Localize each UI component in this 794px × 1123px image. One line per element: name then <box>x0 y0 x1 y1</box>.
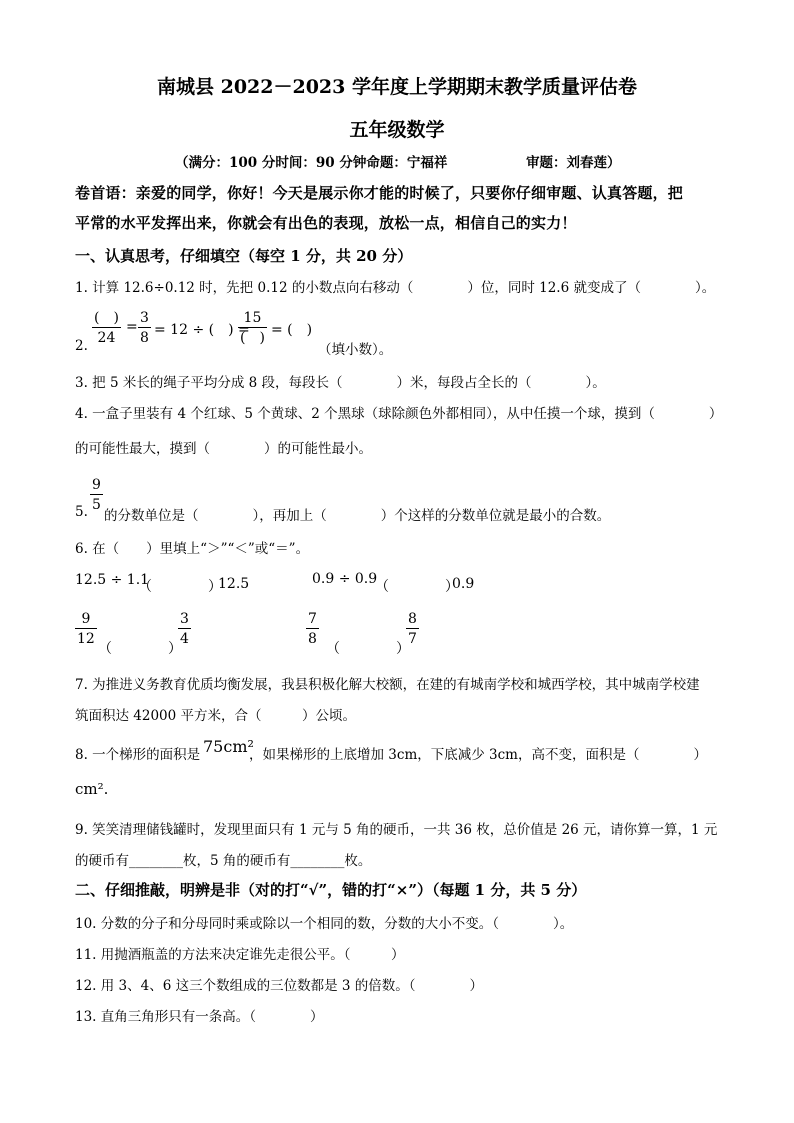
compare-a-right: 12.5 <box>218 576 250 592</box>
section-2-heading: 二、仔细推敲，明辨是非（对的打“√”，错的打“×”）（每题 1 分，共 5 分） <box>75 881 587 899</box>
fraction-numerator: 3 <box>180 611 189 627</box>
question-2-expression: = 12 ÷ ( ) = <box>154 322 250 338</box>
question-3: 3. 把 5 米长的绳子平均分成 8 段，每段长（ ）米，每段占全长的（ ）。 <box>75 375 606 391</box>
compare-b-blank: （ ） <box>375 579 459 595</box>
question-12: 12. 用 3、4、6 这三个数组成的三位数都是 3 的倍数。（ ） <box>75 978 484 994</box>
question-5-text: 的分数单位是（ ），再加上（ ）个这样的分数单位就是最小的合数。 <box>104 508 611 524</box>
compare-b-left: 0.9 ÷ 0.9 <box>312 571 378 587</box>
question-8-text: ，如果梯形的上底增加 3cm，下底减少 3cm，高不变，面积是（ ） <box>249 747 707 763</box>
question-4-line-1: 4. 一盒子里装有 4 个红球、5 个黄球、2 个黑球（球除颜色外都相同），从中任摸一个球，摸到（ ） <box>75 406 723 422</box>
fraction-denominator: 5 <box>92 497 101 513</box>
question-4-line-2: 的可能性最大，摸到（ ）的可能性最小。 <box>75 441 372 457</box>
exam-title: 南城县 2022－2023 学年度上学期期末教学质量评估卷 <box>157 76 637 98</box>
compare-d-left-fraction <box>306 612 319 646</box>
fraction-denominator: 4 <box>180 631 189 647</box>
question-6-heading: 6. 在（ ）里填上“＞”“＜”或“＝”。 <box>75 541 310 557</box>
question-8-unit: cm². <box>75 780 109 798</box>
fraction-numerator: 7 <box>308 611 317 627</box>
fraction-numerator: ( ) <box>94 310 119 326</box>
compare-a-left: 12.5 ÷ 1.1 <box>75 572 150 588</box>
fraction-numerator: 9 <box>81 611 91 627</box>
question-13: 13. 直角三角形只有一条高。（ ） <box>75 1009 324 1025</box>
question-2-expression-tail: = ( ) <box>271 322 313 338</box>
question-2-fraction-2 <box>138 311 151 345</box>
compare-c-blank: （ ） <box>98 641 182 657</box>
fraction-numerator: 8 <box>408 611 417 627</box>
section-1-heading: 一、认真思考，仔细填空（每空 1 分，共 20 分） <box>75 247 413 265</box>
question-2-fraction-3 <box>238 311 267 345</box>
compare-d-right-fraction <box>406 612 419 646</box>
question-8-prefix: 8. 一个梯形的面积是 <box>75 747 201 763</box>
question-9-line-1: 9. 笑笑清理储钱罐时，发现里面只有 1 元与 5 角的硬币，一共 36 枚，总价值是 26 元，请你算一算，1 元 <box>75 822 718 838</box>
question-9-line-2: 的硬币有________枚，5 角的硬币有________枚。 <box>75 853 372 869</box>
question-2-instruction: （填小数）。 <box>318 342 393 358</box>
equals-sign: = <box>126 319 138 335</box>
exam-subtitle: 五年级数学 <box>349 119 445 141</box>
question-1: 1. 计算 12.6÷0.12 时，先把 0.12 的小数点向右移动（ ）位，同时 12.6 就变成了（ ）。 <box>75 280 716 296</box>
question-5-fraction <box>90 478 103 512</box>
question-2-number: 2. <box>75 338 88 354</box>
fraction-denominator: 8 <box>140 330 149 346</box>
fraction-numerator: 3 <box>140 310 149 326</box>
question-7-line-2: 筑面积达 42000 平方米，合（ ）公顷。 <box>75 708 357 724</box>
compare-a-blank: （ ） <box>138 579 222 595</box>
compare-d-blank: （ ） <box>326 641 410 657</box>
fraction-denominator: 8 <box>308 631 317 647</box>
question-11: 11. 用抛酒瓶盖的方法来决定谁先走很公平。（ ） <box>75 947 405 963</box>
intro-line-1: 卷首语：亲爱的同学，你好！今天是展示你才能的时候了，只要你仔细审题、认真答题，把 <box>75 184 684 202</box>
question-7-line-1: 7. 为推进义务教育优质均衡发展，我县积极化解大校额，在建的有城南学校和城西学校，其中城南学校建 <box>75 677 700 693</box>
fraction-denominator: 7 <box>408 631 417 647</box>
compare-c-left-fraction <box>75 612 97 646</box>
fraction-numerator: 9 <box>92 477 101 493</box>
question-8-area: 75cm² <box>203 737 254 756</box>
exam-meta-left: （满分：100 分时间：90 分钟命题：宁福祥 <box>175 155 448 171</box>
question-5-number: 5. <box>75 504 88 520</box>
fraction-denominator: 12 <box>77 631 95 647</box>
question-10: 10. 分数的分子和分母同时乘或除以一个相同的数，分数的大小不变。（ ）。 <box>75 916 574 932</box>
fraction-numerator: 15 <box>243 310 262 326</box>
exam-meta-right: 审题：刘春莲） <box>526 155 621 171</box>
question-2-fraction-1 <box>92 311 121 345</box>
compare-c-right-fraction <box>178 612 191 646</box>
intro-line-2: 平常的水平发挥出来，你就会有出色的表现，放松一点，相信自己的实力！ <box>75 214 577 232</box>
fraction-denominator: 24 <box>97 330 116 346</box>
fraction-denominator: ( ) <box>240 330 265 346</box>
compare-b-right: 0.9 <box>452 576 475 592</box>
